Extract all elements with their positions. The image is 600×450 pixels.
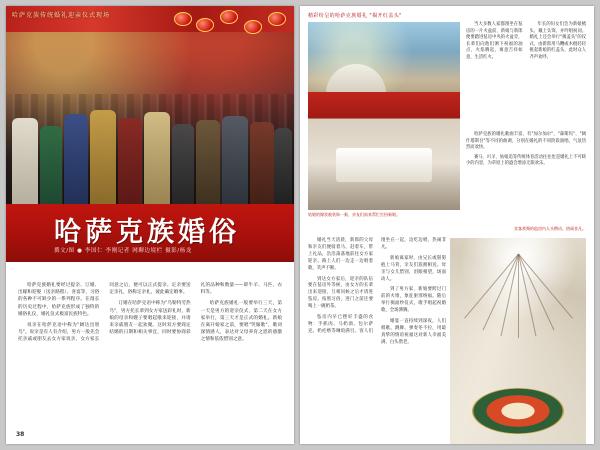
photo-yurt-interior-feast — [450, 238, 586, 444]
left-page — [6, 6, 294, 444]
right-page — [300, 6, 594, 444]
paragraph: 新娘离家时，由兄长或舅舅抱上马背，亲友们簇拥相送。母亲与女儿惜别，泪眼相望，场面动人。 — [381, 255, 446, 282]
right-top-text — [466, 22, 586, 128]
paragraph: 哈萨克族婚礼一般要举行三天，第一天是男方的迎亲仪式，第二天在女方家举行，第三天才是正式的婚礼。新娘在离开娘家之前，要唱"哭嫁歌"，歌词深情感人，表达对父母养育之恩的感激之情和依依惜别之意。 — [200, 301, 282, 343]
paragraph: 订婚在哈萨克语中称为"乌勒特劳热乌"，男方托长辈到女方家送彩礼时，新娘的母亲和嫂子要唱起歌来迎接，并请来亲戚朋友一起欢聚。这时双方要商定结婚的日期和相关事宜，同时要协商彩礼的品种和数量——即牛羊、马匹、衣料等。 — [109, 283, 282, 336]
paragraph: 年长的妇女们会为新娘梳头、戴上头饰，并吟唱祝词。婚礼上还会举行"揭盖头"的仪式，由新郎用马鞭或木棍轻轻挑起新娘的红盖头，此时众人齐声欢呼。 — [529, 22, 586, 60]
page-number-left: 38 — [16, 431, 25, 438]
paragraph: 哈萨克族婚礼要经过提亲、订婚、出嫁和迎娶（送亲路程）、喜宴等，习俗的各种不可缺少的一系列程序。在漫长的历史过程中，哈萨克族形成了独特的婚俗礼仪，婚礼仪式极富民族特色。 — [18, 283, 100, 317]
photo-bride-preparation — [308, 92, 460, 210]
right-mid-text — [466, 132, 586, 220]
article-title-band — [6, 204, 294, 262]
right-body-text — [308, 238, 446, 438]
right-header-note: 精彩纷呈的哈萨克族婚礼 "揭开红盖头" — [308, 13, 402, 19]
caption-left: 姑娘的嫁妆被装饰一新，亲友们前来帮忙打扮新娘。 — [308, 212, 400, 217]
hero-photo-wedding-procession — [6, 6, 294, 214]
lantern-decorations — [170, 8, 290, 42]
caption-right: 宾客欢聚的毡房内人头攒动、热闹非凡。 — [514, 226, 586, 231]
hero-banner-text: 哈萨克族传统婚礼迎亲仪式现场 — [12, 12, 111, 19]
carpet-shape — [472, 388, 564, 434]
paragraph: 婚礼当天清晨，新郎的父母和亲友们便骑着马、赶着车，带上礼品，浩浩荡荡地前往女方家迎亲。路上人们一边走一边唱着歌，笑声不断。 — [308, 238, 373, 271]
paragraph: 婚宴一直持续到深夜，人们唱歌、跳舞、弹奏冬不拉，用最真挚的情谊祝福这对新人幸福美满、白头偕老。 — [381, 319, 446, 345]
bedding-shape — [336, 148, 432, 182]
paragraph: 赛马、叼羊、姑娘追等传统体育活动往往也是婚礼上不可缺少的内容，为草原上的盛会增添无限欢乐。 — [466, 154, 586, 167]
page-title: 哈萨克族婚俗 — [54, 217, 240, 248]
crowd-of-guests — [6, 94, 294, 214]
paragraph: 当大多数人家都围坐在毡房的一片火盆前，新娘与新郎便要踏进毡房中央的火盆旁，长辈们向他们洒下祝福的油点，火焰腾起，寓意吉祥如意，生活红火。 — [466, 22, 523, 60]
paragraph: 到达女方家后，迎亲的队伍要在毡房外等候，由女方的长辈出来迎接，互相问候之后才请进毡房。按照习俗，进门之前还要喝上一碗奶茶。 — [308, 276, 373, 310]
byline: 撰文/图 ● 李国仁 李刚记者 网聊边境栏 摄影/杨龙 — [54, 248, 192, 254]
left-body-text — [18, 282, 282, 422]
paragraph: 哈萨克族的婚礼歌曲丰富，有"加尔加尔"、"森斯玛"、"阔什塔斯吾"等不同的曲调，分别在婚礼的不同阶段演唱，气氛热烈而欢快。 — [466, 132, 586, 151]
paragraph: 说亲在哈萨克语中称为"阔达出别乌"。说亲是有人有介绍，男方一般先会托亲戚或朋友去女方家说亲，女方家长同意之后，便可以正式提亲。定亲要送定亲礼，俗称定亲礼，彼此确定婚事。 — [18, 283, 191, 343]
paragraph: 到了男方家，新娘要跨过门前的火堆，象征驱邪纳福。随后举行揭面纱仪式，歌手唱起祝婚歌，全场沸腾。 — [381, 287, 446, 314]
paragraph: 毡房内早已摆好丰盛的食物：手抓肉、马奶酒、包尔萨克、奶疙瘩等琳琅满目。客人们围坐在一起，边吃边唱，热闹非凡。 — [308, 238, 446, 334]
